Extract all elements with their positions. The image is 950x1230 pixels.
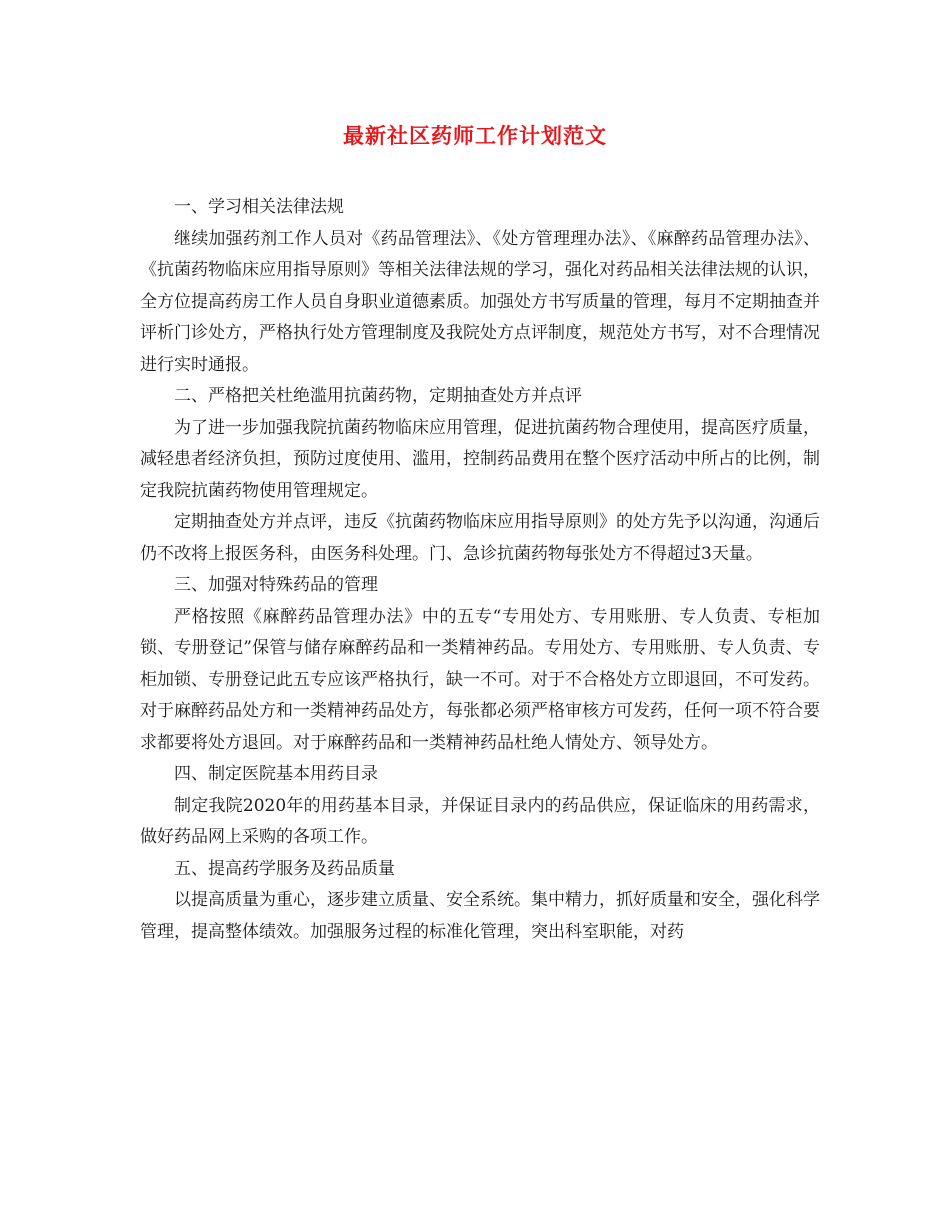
section-heading: 四、制定医院基本用药目录 — [174, 764, 378, 784]
body-paragraph: 定期抽查处方并点评，违反《抗菌药物临床应用指导原则》的处方先予以沟通，沟通后仍不改将上报医务科，由医务科处理。门、急诊抗菌药物每张处方不得超过3天量。 — [140, 512, 820, 564]
section-heading: 五、提高药学服务及药品质量 — [174, 858, 395, 879]
body-paragraph: 继续加强药剂工作人员对《药品管理法》、《处方管理理办法》、《麻醉药品管理办法》、《抗菌药物临床应用指导原则》等相关法律法规的学习，强化对药品相关法律法规的认识，全方位提高药房工作人员自身职业道德素质。加强处方书写质量的管理，每月不定期抽查并评析门诊处方，严格执行处方管理制度及我院处方点评制度，规范处方书写，对不合理情况进行实时通报。 — [140, 228, 820, 375]
document-body — [140, 192, 820, 948]
body-paragraph: 制定我院2020年的用药基本目录，并保证目录内的药品供应，保证临床的用药需求，做好药品网上采购的各项工作。 — [140, 795, 820, 847]
section-heading: 二、严格把关杜绝滥用抗菌药物，定期抽查处方并点评 — [174, 386, 582, 406]
body-paragraph: 严格按照《麻醉药品管理办法》中的五专“专用处方、专用账册、专人负责、专柜加锁、专册登记”保管与储存麻醉药品和一类精神药品。专用处方、专用账册、专人负责、专柜加锁、专册登记此五专应该严格执行，缺一不可。对于不合格处方立即退回，不可发药。对于麻醉药品处方和一类精神药品处方，每张都必须严格审核方可发药，任何一项不符合要求都要将处方退回。对于麻醉药品和一类精神药品杜绝人情处方、领导处方。 — [140, 606, 820, 753]
section-heading: 一、学习相关法律法规 — [174, 197, 344, 217]
body-paragraph: 以提高质量为重心，逐步建立质量、安全系统。集中精力，抓好质量和安全，强化科学管理，提高整体绩效。加强服务过程的标准化管理，突出科室职能，对药 — [140, 890, 820, 942]
body-paragraph: 为了进一步加强我院抗菌药物临床应用管理，促进抗菌药物合理使用，提高医疗质量，减轻患者经济负担，预防过度使用、滥用，控制药品费用在整个医疗活动中所占的比例，制定我院抗菌药物使用管理规定。 — [140, 417, 820, 501]
document-title: 最新社区药师工作计划范文 — [343, 123, 607, 148]
section-heading: 三、加强对特殊药品的管理 — [174, 575, 378, 595]
